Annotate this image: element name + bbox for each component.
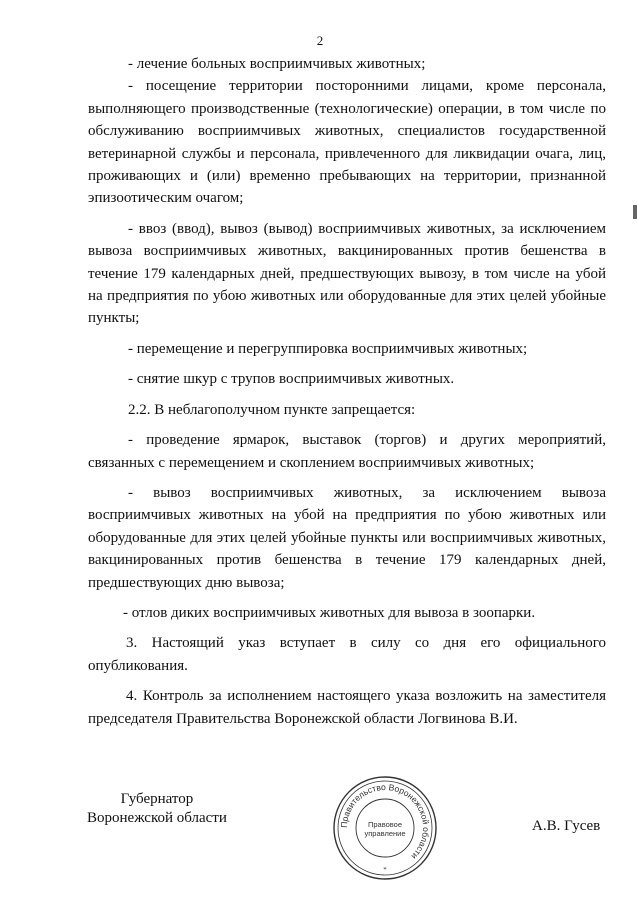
seal-star-mark: * (383, 866, 387, 874)
paragraph: - снятие шкур с трупов восприимчивых животных. (128, 371, 455, 388)
signer-name: А.В. Гусев (532, 818, 601, 834)
document-body (88, 53, 606, 730)
paragraph: - ввоз (ввод), вывоз (вывод) восприимчивых животных, за исключением вывоза восприимчивых животных, вакцинированных против бешенства в течение 179 календарных дней, предшествующих вывозу, в том числе на убой на предприятия по убою животных или оборудованные для этих целей убойные пункты; (88, 220, 606, 327)
signer-title-line1: Губернатор (120, 791, 194, 807)
seal-center-line2: управление (364, 829, 406, 838)
paragraph: 2.2. В неблагополучном пункте запрещается: (128, 401, 416, 418)
paragraph: - отлов диких восприимчивых животных для вывоза в зоопарки. (123, 604, 536, 621)
seal-center-line1: Правовое (367, 820, 403, 829)
seal-ring-text: Правительство Воронежской области (338, 781, 432, 862)
paragraph: - перемещение и перегруппировка восприимчивых животных; (128, 340, 528, 357)
paragraph: - вывоз восприимчивых животных, за исключением вывоза восприимчивых животных на убой на предприятия по убою животных или оборудованные для этих целей убойные пункты или восприимчивых животных, вакцинированных против бешенства в течение 179 календарных дней, предшествующих дню вывоза; (88, 484, 606, 591)
paragraph: 4. Контроль за исполнением настоящего указа возложить на заместителя председателя Правительства Воронежской области Логвинова В.И. (88, 688, 606, 727)
scan-edge-mark (633, 205, 637, 219)
signer-title-line2: Воронежской области (87, 810, 227, 826)
signature-block (87, 790, 227, 828)
paragraph: - лечение больных восприимчивых животных; (128, 56, 426, 72)
paragraph: 3. Настоящий указ вступает в силу со дня его официального опубликования. (88, 635, 606, 674)
paragraph: - проведение ярмарок, выставок (торгов) и других мероприятий, связанных с перемещением и скоплением восприимчивых животных; (88, 432, 606, 471)
page-number: 2 (316, 33, 324, 48)
paragraph: - посещение территории посторонними лицами, кроме персонала, выполняющего производственные (технологические) операции, в том числе по обслуживанию восприимчивых животных, специалистов государственной ветеринарной службы и персонала, привлеченного для ликвидации очага, лиц, проживающих и (или) временно пребывающих на территории, признанной эпизоотическим очагом; (88, 78, 606, 207)
official-seal (330, 773, 440, 883)
